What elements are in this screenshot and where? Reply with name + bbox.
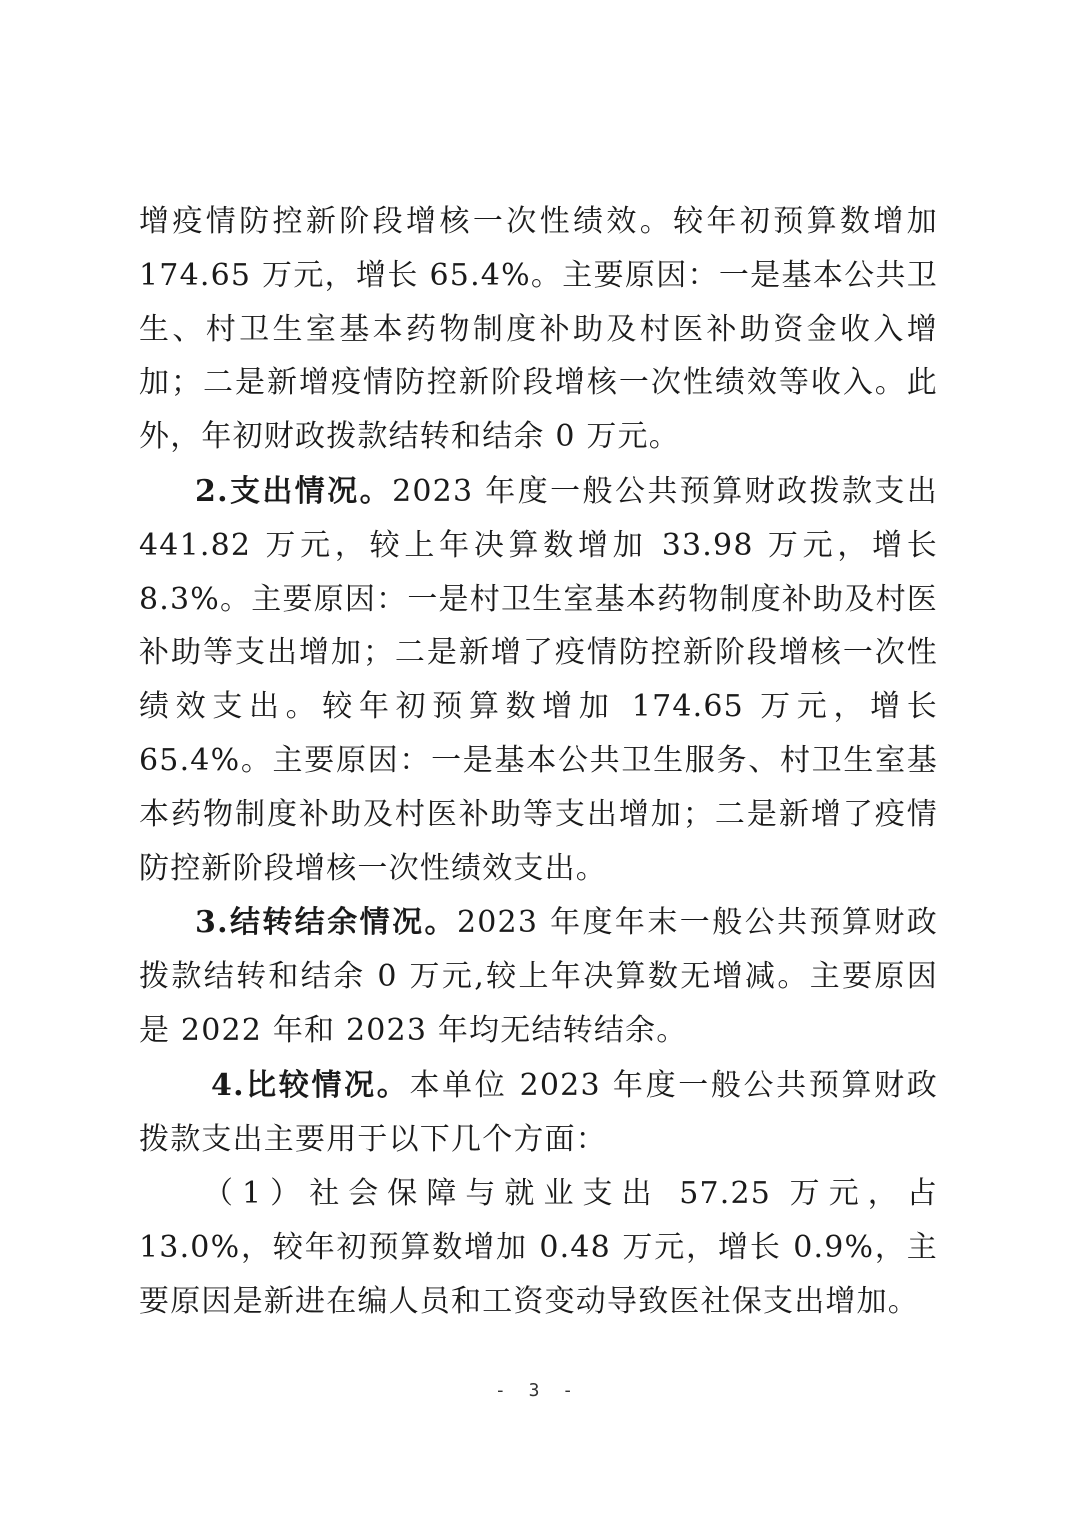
paragraph-text: 本单位 2023 年度一般公共预算财政拨款支出主要用于以下几个方面： (139, 1067, 938, 1157)
section-heading-comparison: 4.比较情况。 (211, 1067, 410, 1103)
paragraph-expenditure (139, 465, 938, 895)
paragraph-text: 增疫情防控新阶段增核一次性绩效。较年初预算数增加 174.65 万元，增长 65.4%。主要原因：一是基本公共卫生、村卫生室基本药物制度补助及村医补助资金收入增加；二是新增疫情防控新阶段增核一次性绩效等收入。此外，年初财政拨款结转和结余 0 万元。 (139, 204, 938, 455)
section-heading-expenditure: 2.支出情况。 (195, 473, 393, 509)
page-number: - 3 - (494, 1380, 580, 1401)
paragraph-text: 2023 年度年末一般公共预算财政拨款结转和结余 0 万元,较上年决算数无增减。主要原因是 2022 年和 2023 年均无结转结余。 (139, 905, 938, 1048)
paragraph-income-continuation (139, 195, 938, 464)
document-body (139, 195, 938, 1329)
paragraph-carryover (139, 896, 938, 1057)
paragraph-text: 2023 年度一般公共预算财政拨款支出 441.82 万元，较上年决算数增加 33.98 万元，增长 8.3%。主要原因：一是村卫生室基本药物制度补助及村医补助等支出增加；二是新增了疫情防控新阶段增核一次性绩效支出。较年初预算数增加 174.65 万元，增长 65.4%。主要原因：一是基本公共卫生服务、村卫生室基本药物制度补助及村医补助等支出增加；二是新增了疫情防控新阶段增核一次性绩效支出。 (139, 473, 939, 886)
paragraph-text: （1）社会保障与就业支出 57.25 万元，占 13.0%，较年初预算数增加 0.48 万元，增长 0.9%，主要原因是新进在编人员和工资变动导致医社保支出增加。 (139, 1176, 938, 1319)
paragraph-social-security (139, 1167, 938, 1328)
section-heading-carryover: 3.结转结余情况。 (195, 905, 457, 941)
paragraph-comparison (139, 1059, 938, 1167)
